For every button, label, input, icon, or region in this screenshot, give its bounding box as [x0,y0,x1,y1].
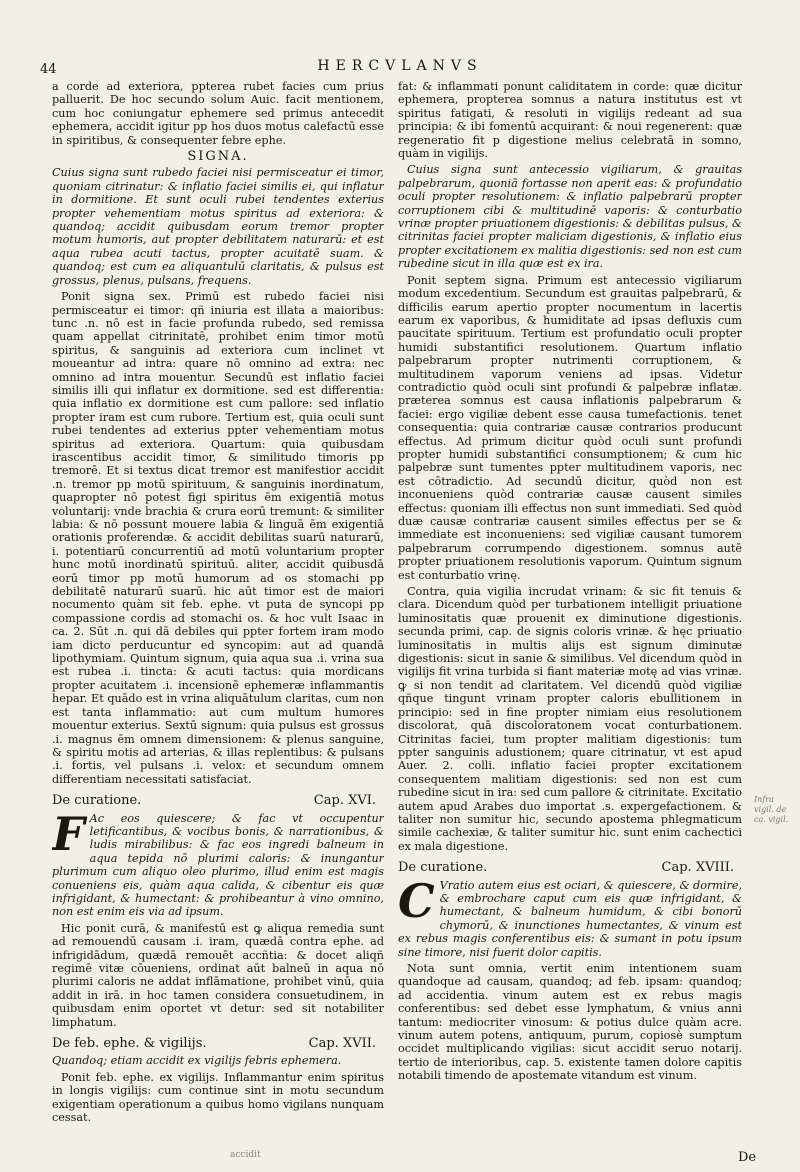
paragraph: Ponit septem signa. Primum est antecessio vigiliarum modum excedentium. Secundum est grauitas palpebrarū, & difficilis earum apertio propter nocumentum in lacertis earum ex vaporibus, & humiditate ad ipsas defluxis cum paucitate spirituum. Tertium est profundatio oculi propter humidi substantifici resolutionem. Quartum inflatio palpebrarum propter nutrimenti corruptionem, & multitudinem vaporum veniens ad ipsas. Videtur contradictio quòd oculi sint profundi & palpebræ inflatæ. præterea somnus est causa inflationis palpebrarum & faciei: ergo vigiliæ debent esse causa tumefactionis. tenet consequentia: quia contrariæ causæ contrarios producunt effectus. Ad primum dicitur quòd oculi sunt profundi propter humidi substantifici consumptionem; & cum hic palpebræ sunt tumentes ppter multitudinem vaporis, nec est cōtradictio. Ad secundū dicitur, quòd non est inconueniens quòd contrariæ causæ causent similes effectus: quoniam illi effectus non sunt immediati. Sed quòd duæ causæ contrariæ causent similes effectus per se & immediate est inconueniens: sed vigiliæ causant tumorem palpebrarum corrumpendo digestionem. somnus autē propter priuationem resolutionis vaporum. Quintum signum est conturbatio vrinę. [398,273,742,582]
paragraph: a corde ad exteriora, ppterea rubet facies cum prius palluerit. De hoc secundo solum Auic. facit mentionem, cum hoc coniungatur ephemere sed primus antecedit ephemera, accidit igitur pp hos duos motus calefactū esse in spiritibus, & consequenter febre ephe. [52,80,384,147]
paragraph: fat: & inflammati ponunt caliditatem in corde: quæ dicitur ephemera, propterea somnus a natura institutus est vt spiritus fatigati, & resoluti in vigilijs redeant ad sua principia: & ibi fomentū acquirant: & noui regenerent: quæ regeneratio fit p digestione melius celebratā in somno, quàm in vigilijs. [398,80,742,161]
page-number: 44 [40,62,57,77]
paragraph: Hic ponit curā, & manifestū est ꝙ aliqua remedia sunt ad remouendū causam .i. iram, quædā contra ephe. ad infrigidādum, quædā remouēt accñtia: & docet aliqñ regimē vitæ cōueniens, ordinat aūt balneū in aqua nō plurimi caloris ne addat inflāmatione, prohibet vinū, quia addit in irā. in hoc tamen considera consuetudinem, in quibusdam enim oportet vt detur: sed sit notabiliter limphatum. [52,921,384,1029]
paragraph-signa: Cuius signa sunt antecessio vigiliarum, & grauitas palpebrarum, quoniā fortasse non aperit eas: & profundatio oculi propter resolutionem: & inflatio palpebrarū propter corruptionem cibi & multitudinē vaporis: & conturbatio vrinæ propter priuationem digestionis: & debilitas pulsus, & citrinitas faciei propter maliciam digestionis, & inflatio eius propter excitationem ex malitia digestionis: sed non est cum rubedine sicut in illa quæ est ex ira. [398,163,742,271]
chapter-title: De curatione. [398,860,488,876]
chapter-title: De curatione. [52,793,142,809]
margin-note: Infra vigil. de ca. vigil. [754,795,789,824]
chapter-heading-16 [52,794,384,807]
running-head: HERCVLANVS [317,58,483,74]
bleed-through-text: accidit [230,1150,261,1160]
chapter-number: Cap. XVIII. [661,860,734,876]
paragraph-ch16 [52,806,384,919]
paragraph: Contra, quia vigilia incrudat vrinam: & sic fit tenuis & clara. Dicendum quòd per turbationem intelligit priuatione luminositatis quæ prouenit ex diminutione digestionis. secunda primi, cap. de signis coloris vrinæ. & hęc priuatio luminositatis in multis alijs est signum diminutæ digestionis: sicut in sanie & similibus. Vel dicendum quòd in vigilijs fit vrina turbida si fiant materiæ motę ad vias vrinæ. ꝙ si non tendit ad claritatem. Vel dicendū quòd vigiliæ qñque tingunt vrinam propter caloris ebullitionem in principio: sed in fine propter nimiam eius resolutionem discolorat, quā discoloratonem vocat conturbationem. Citrinitas faciei, tum propter malitiam digestionis: tum ppter sanguinis adustionem; quare citrinatur, vt est apud Auer. 2. colli. inflatio faciei propter excitationem consequentem malitiam digestionis: sed non est cum rubedine sicut in ira: sed cum pallore & citrinitate. Excitatio autem apud Arabes duo importat .s. expergefactionem. & taliter non sumitur hic, secundo apostema phlegmaticum simile cachexiæ, & taliter sumitur hic. sunt enim cachectici ex mala digestione. [398,585,742,853]
paragraph: Ponit feb. ephe. ex vigilijs. Inflammantur enim spiritus in longis vigilijs: cum continue sint in motu secundum exigentiam operationum a quibus homo vigilans nunquam cessat. [52,1070,384,1125]
right-column [398,80,742,1155]
chapter-number: Cap. XVII. [308,1036,376,1052]
chapter-text: Ac eos quiescere; & fac vt occupentur letificantibus, & vocibus bonis, & narrationibus, & ludis mirabilibus: & fac eos ingredi balneum in aqua tepida nō plurimi caloris: & inungantur plurimum cum aliquo oleo plurimo, illud enim est magis conueniens eis, quàm aqua calida, & cibentur eis quæ infrigidant, & humectant: & prohibeantur à vino omnino, non est enim eis via ad ipsum. [52,811,384,919]
paragraph-ch17: Quandoq; etiam accidit ex vigilijs febris ephemera. [52,1054,342,1068]
chapter-title: De feb. ephe. & vigilijs. [52,1036,207,1052]
paragraph-ch18 [398,873,742,959]
paragraph-signa: Cuius signa sunt rubedo faciei nisi permisceatur ei timor, quoniam citrinatur: & inflatio faciei similis ei, qui inflatur in dormitione. Et sunt oculi rubei tendentes exterius propter vehementiam motus spiritus ad exteriora: & quandoq; accidit quibusdam eorum tremor propter motum humoris, aut propter debilitatem naturarū: et est aqua rubea acuti tactus, propter acuitatē suam. & quandoq; est cum ea aliquantulū claritatis, & pulsus est grossus, plenus, pulsans, frequens. [52,166,384,287]
section-heading-signa: SIGNA. [187,149,249,165]
catchword: De [738,1150,757,1165]
paragraph: Nota sunt omnia, vertit enim intentionem suam quandoque ad causam, quandoq; ad feb. ipsam: quandoq; ad accidentia. vinum autem est ex rebus magis conferentibus: sed debet esse lymphatum, & vnius anni tantum: mediocriter vinosum: & potius dulce quàm acre. vinum autem potens, antiquum, purum, copiosè sumptum occidet multiplicando vigilias: sicut accidit seruo notarij. tertio de interioribus, cap. 5. existente tamen dolore capitis notabili timendo de apostemate vitandum est vinum. [398,962,742,1083]
chapter-number: Cap. XVI. [313,793,376,809]
chapter-heading-17 [52,1037,384,1050]
chapter-heading-18 [398,861,742,874]
drop-cap: F [52,806,85,861]
drop-cap: C [398,873,435,928]
paragraph: Ponit signa sex. Primū est rubedo faciei nisi permisceatur ei timor: qñ iniuria est illata a maioribus: tunc .n. nō est in facie profunda rubedo, sed remissa quam appellat citrinitatē, prohibet enim timor motū spiritus, & sanguinis ad exteriora cum inclinet vt moueantur ad intra: quare nō omnino ad extra: nec omnino ad intra mouentur. Secundū est inflatio faciei similis illi qui inflatur ex dormitione. sed est differentia: quia inflatio ex dormitione est cum pallore: sed inflatio propter iram est cum rubore. Tertium est, quia oculi sunt rubei tendentes ad exterius ppter vehementiam motus spiritus ad exteriora. Quartum: quia quibusdam irascentibus accidit timor, & similitudo timoris pp tremorē. Et si textus dicat tremor est manifestior accidit .n. tremor pp motū spirituum, & sanguinis inordinatum, quapropter nō potest figi spiritus ēm exigentiā motus voluntarij: vnde brachia & crura eorū tremunt: & similiter labia: & nō possunt mouere labia & linguā ēm exigentiā orationis proferendæ. & accidit debilitas suarū naturarū, i. potentiarū concurrentiū ad motū voluntarium propter hunc motū inordinatū spirituū. aliter, accidit quibusdā eorū timor pp motū humorum ad os stomachi pp debilitatē naturarū suarū. hic aūt timor est de maiori nocumento quàm sit feb. ephe. vt puta de syncopi pp compassione cordis ad stomachi os. & hoc vult Isaac in ca. 2. Sūt .n. qui dā debiles qui ppter fortem iram modo iam dicto perducuntur ed syncopim: aut ad quandā lipothymiam. Quintum signum, quia aqua sua .i. vrina sua est rubea .i. tincta: & acuti tactus: quia mordicans propter acuitatem .i. incensionē ephemeræ inflammantis hepar. Et quādo est in vrina aliquātulum claritas, cum non est tanta inflammatio: aut cum multum humores mouentur exterius. Sextū signum: quia pulsus est grossus .i. magnus ēm omnem dimensionem: & plenus sanguine, & spiritu motis ad arterias, & illas replentibus: & pulsans .i. fortis, vel pulsans .i. velox: et secundum omnem differentiam necessitati satisfaciat. [52,290,384,786]
left-column [52,80,384,1155]
chapter-text: Vratio autem eius est ociari, & quiescere, & dormire, & embrochare caput cum eis quæ infrigidant, & humectant, & balneum humidum, & cibi bonorū chymorū, & inunctiones humectantes, & vinum est ex rebus magis conferentibus eis: & sumant in potu ipsum sine timore, nisi fuerit dolor capitis. [398,878,742,959]
